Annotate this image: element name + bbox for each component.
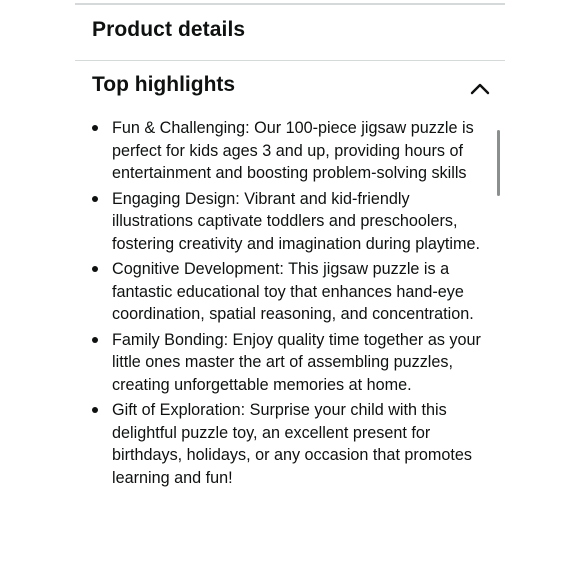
list-item xyxy=(92,117,492,185)
bullet-icon xyxy=(92,125,98,131)
bullet-icon xyxy=(92,266,98,272)
highlight-text: Family Bonding: Enjoy quality time together as your little ones master the art of assembling puzzles, creating unforgettable memories at home. xyxy=(112,330,481,394)
product-details-title: Product details xyxy=(92,18,246,41)
bullet-icon xyxy=(92,407,98,413)
highlight-text: Cognitive Development: This jigsaw puzzle is a fantastic educational toy that enhances hand-eye coordination, spatial reasoning, and concentration. xyxy=(112,260,474,323)
highlight-text: Gift of Exploration: Surprise your child with this delightful puzzle toy, an excellent present for birthdays, holidays, or any occasion that promotes learning and fun! xyxy=(112,401,472,487)
highlight-text: Fun & Challenging: Our 100-piece jigsaw puzzle is perfect for kids ages 3 and up, providing hours of entertainment and boosting problem-solving skills xyxy=(112,119,474,182)
highlights-list xyxy=(92,117,492,492)
bullet-icon xyxy=(92,337,98,343)
list-item xyxy=(92,188,492,256)
chevron-up-icon[interactable] xyxy=(469,80,491,96)
top-divider xyxy=(75,3,505,5)
highlight-text: Engaging Design: Vibrant and kid-friendly illustrations captivate toddlers and preschoolers, fostering creativity and imagination during playtime. xyxy=(112,189,481,253)
list-item xyxy=(92,258,492,326)
list-item xyxy=(92,329,492,397)
scrollbar[interactable] xyxy=(497,130,500,196)
top-highlights-title: Top highlights xyxy=(92,73,236,96)
top-highlights-header[interactable] xyxy=(75,70,505,110)
bullet-icon xyxy=(92,196,98,202)
section-divider xyxy=(75,60,505,61)
list-item xyxy=(92,399,492,489)
